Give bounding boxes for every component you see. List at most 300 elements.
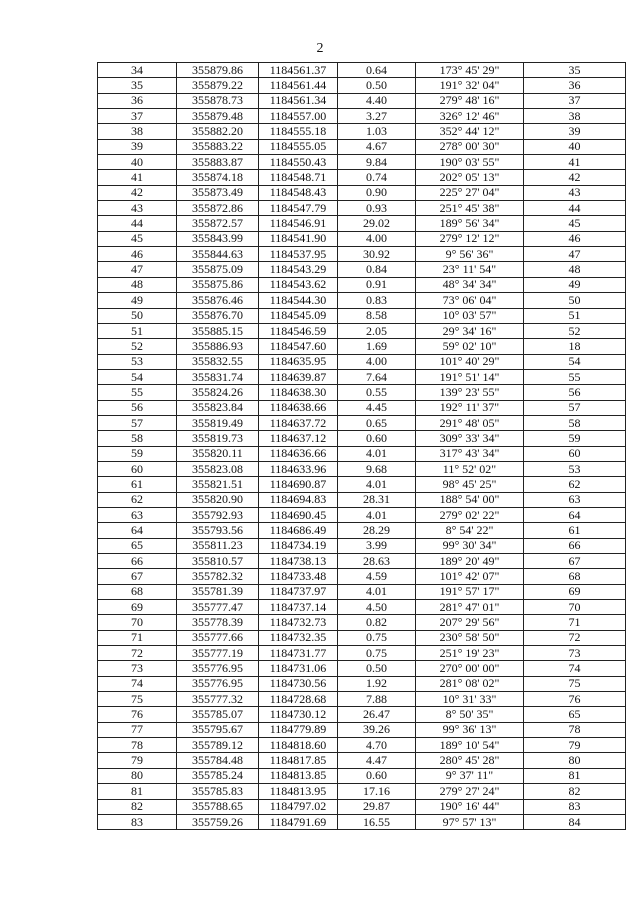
- distance-cell: 0.74: [338, 170, 416, 185]
- next-point-cell: 50: [524, 293, 626, 308]
- bearing-cell: 251° 45' 38": [416, 201, 524, 216]
- next-point-cell: 83: [524, 799, 626, 814]
- y-coordinate-cell: 1184548.43: [259, 185, 338, 200]
- coordinates-table-body: [98, 63, 626, 830]
- next-point-cell: 44: [524, 201, 626, 216]
- table-row: [98, 722, 626, 737]
- x-coordinate-cell: 355777.32: [177, 692, 259, 707]
- bearing-cell: 99° 36' 13": [416, 722, 524, 737]
- distance-cell: 0.60: [338, 768, 416, 783]
- x-coordinate-cell: 355879.86: [177, 63, 259, 78]
- bearing-cell: 207° 29' 56": [416, 615, 524, 630]
- table-row: [98, 323, 626, 338]
- y-coordinate-cell: 1184637.72: [259, 415, 338, 430]
- table-row: [98, 768, 626, 783]
- point-number-cell: 76: [98, 707, 177, 722]
- x-coordinate-cell: 355886.93: [177, 339, 259, 354]
- y-coordinate-cell: 1184686.49: [259, 523, 338, 538]
- point-number-cell: 71: [98, 630, 177, 645]
- distance-cell: 7.88: [338, 692, 416, 707]
- point-number-cell: 54: [98, 369, 177, 384]
- point-number-cell: 46: [98, 247, 177, 262]
- table-row: [98, 155, 626, 170]
- bearing-cell: 8° 54' 22": [416, 523, 524, 538]
- y-coordinate-cell: 1184546.91: [259, 216, 338, 231]
- y-coordinate-cell: 1184543.62: [259, 277, 338, 292]
- next-point-cell: 48: [524, 262, 626, 277]
- y-coordinate-cell: 1184635.95: [259, 354, 338, 369]
- distance-cell: 4.01: [338, 477, 416, 492]
- distance-cell: 0.91: [338, 277, 416, 292]
- bearing-cell: 309° 33' 34": [416, 431, 524, 446]
- table-row: [98, 554, 626, 569]
- next-point-cell: 60: [524, 446, 626, 461]
- point-number-cell: 48: [98, 277, 177, 292]
- next-point-cell: 52: [524, 323, 626, 338]
- distance-cell: 0.75: [338, 646, 416, 661]
- table-row: [98, 584, 626, 599]
- x-coordinate-cell: 355795.67: [177, 722, 259, 737]
- next-point-cell: 56: [524, 385, 626, 400]
- x-coordinate-cell: 355873.49: [177, 185, 259, 200]
- point-number-cell: 45: [98, 231, 177, 246]
- table-row: [98, 185, 626, 200]
- bearing-cell: 97° 57' 13": [416, 814, 524, 829]
- point-number-cell: 70: [98, 615, 177, 630]
- x-coordinate-cell: 355879.48: [177, 109, 259, 124]
- x-coordinate-cell: 355875.86: [177, 277, 259, 292]
- table-row: [98, 247, 626, 262]
- next-point-cell: 67: [524, 554, 626, 569]
- next-point-cell: 73: [524, 646, 626, 661]
- next-point-cell: 36: [524, 78, 626, 93]
- next-point-cell: 41: [524, 155, 626, 170]
- point-number-cell: 73: [98, 661, 177, 676]
- x-coordinate-cell: 355785.83: [177, 784, 259, 799]
- bearing-cell: 251° 19' 23": [416, 646, 524, 661]
- table-row: [98, 661, 626, 676]
- next-point-cell: 69: [524, 584, 626, 599]
- y-coordinate-cell: 1184541.90: [259, 231, 338, 246]
- point-number-cell: 61: [98, 477, 177, 492]
- bearing-cell: 189° 10' 54": [416, 738, 524, 753]
- x-coordinate-cell: 355876.46: [177, 293, 259, 308]
- y-coordinate-cell: 1184561.34: [259, 93, 338, 108]
- bearing-cell: 189° 20' 49": [416, 554, 524, 569]
- distance-cell: 0.90: [338, 185, 416, 200]
- point-number-cell: 36: [98, 93, 177, 108]
- table-row: [98, 231, 626, 246]
- bearing-cell: 279° 48' 16": [416, 93, 524, 108]
- table-row: [98, 692, 626, 707]
- distance-cell: 0.60: [338, 431, 416, 446]
- y-coordinate-cell: 1184694.83: [259, 492, 338, 507]
- next-point-cell: 53: [524, 461, 626, 476]
- x-coordinate-cell: 355785.24: [177, 768, 259, 783]
- point-number-cell: 67: [98, 569, 177, 584]
- table-row: [98, 78, 626, 93]
- x-coordinate-cell: 355876.70: [177, 308, 259, 323]
- y-coordinate-cell: 1184638.66: [259, 400, 338, 415]
- x-coordinate-cell: 355832.55: [177, 354, 259, 369]
- point-number-cell: 38: [98, 124, 177, 139]
- table-row: [98, 707, 626, 722]
- point-number-cell: 47: [98, 262, 177, 277]
- next-point-cell: 72: [524, 630, 626, 645]
- y-coordinate-cell: 1184638.30: [259, 385, 338, 400]
- y-coordinate-cell: 1184555.05: [259, 139, 338, 154]
- bearing-cell: 10° 03' 57": [416, 308, 524, 323]
- point-number-cell: 41: [98, 170, 177, 185]
- next-point-cell: 18: [524, 339, 626, 354]
- y-coordinate-cell: 1184813.95: [259, 784, 338, 799]
- y-coordinate-cell: 1184817.85: [259, 753, 338, 768]
- point-number-cell: 52: [98, 339, 177, 354]
- distance-cell: 0.50: [338, 78, 416, 93]
- point-number-cell: 75: [98, 692, 177, 707]
- bearing-cell: 189° 56' 34": [416, 216, 524, 231]
- next-point-cell: 39: [524, 124, 626, 139]
- next-point-cell: 84: [524, 814, 626, 829]
- point-number-cell: 42: [98, 185, 177, 200]
- table-row: [98, 738, 626, 753]
- bearing-cell: 279° 27' 24": [416, 784, 524, 799]
- bearing-cell: 29° 34' 16": [416, 323, 524, 338]
- x-coordinate-cell: 355844.63: [177, 247, 259, 262]
- point-number-cell: 40: [98, 155, 177, 170]
- y-coordinate-cell: 1184791.69: [259, 814, 338, 829]
- distance-cell: 0.83: [338, 293, 416, 308]
- point-number-cell: 57: [98, 415, 177, 430]
- x-coordinate-cell: 355811.23: [177, 538, 259, 553]
- page-number: 2: [316, 41, 324, 56]
- point-number-cell: 82: [98, 799, 177, 814]
- point-number-cell: 79: [98, 753, 177, 768]
- bearing-cell: 281° 08' 02": [416, 676, 524, 691]
- distance-cell: 0.93: [338, 201, 416, 216]
- y-coordinate-cell: 1184732.35: [259, 630, 338, 645]
- next-point-cell: 51: [524, 308, 626, 323]
- point-number-cell: 66: [98, 554, 177, 569]
- distance-cell: 4.47: [338, 753, 416, 768]
- distance-cell: 30.92: [338, 247, 416, 262]
- bearing-cell: 279° 12' 12": [416, 231, 524, 246]
- table-row: [98, 124, 626, 139]
- point-number-cell: 63: [98, 507, 177, 522]
- point-number-cell: 56: [98, 400, 177, 415]
- y-coordinate-cell: 1184732.73: [259, 615, 338, 630]
- next-point-cell: 79: [524, 738, 626, 753]
- y-coordinate-cell: 1184733.48: [259, 569, 338, 584]
- y-coordinate-cell: 1184547.79: [259, 201, 338, 216]
- point-number-cell: 77: [98, 722, 177, 737]
- point-number-cell: 62: [98, 492, 177, 507]
- y-coordinate-cell: 1184690.45: [259, 507, 338, 522]
- point-number-cell: 35: [98, 78, 177, 93]
- distance-cell: 4.01: [338, 446, 416, 461]
- x-coordinate-cell: 355782.32: [177, 569, 259, 584]
- table-row: [98, 216, 626, 231]
- next-point-cell: 81: [524, 768, 626, 783]
- next-point-cell: 82: [524, 784, 626, 799]
- x-coordinate-cell: 355781.39: [177, 584, 259, 599]
- next-point-cell: 45: [524, 216, 626, 231]
- bearing-cell: 230° 58' 50": [416, 630, 524, 645]
- x-coordinate-cell: 355824.26: [177, 385, 259, 400]
- distance-cell: 28.63: [338, 554, 416, 569]
- x-coordinate-cell: 355820.11: [177, 446, 259, 461]
- distance-cell: 4.45: [338, 400, 416, 415]
- y-coordinate-cell: 1184737.14: [259, 600, 338, 615]
- distance-cell: 4.00: [338, 231, 416, 246]
- next-point-cell: 38: [524, 109, 626, 124]
- point-number-cell: 74: [98, 676, 177, 691]
- distance-cell: 0.65: [338, 415, 416, 430]
- point-number-cell: 83: [98, 814, 177, 829]
- distance-cell: 4.01: [338, 507, 416, 522]
- next-point-cell: 54: [524, 354, 626, 369]
- point-number-cell: 44: [98, 216, 177, 231]
- y-coordinate-cell: 1184738.13: [259, 554, 338, 569]
- table-row: [98, 369, 626, 384]
- table-row: [98, 492, 626, 507]
- point-number-cell: 50: [98, 308, 177, 323]
- bearing-cell: 291° 48' 05": [416, 415, 524, 430]
- distance-cell: 26.47: [338, 707, 416, 722]
- x-coordinate-cell: 355874.18: [177, 170, 259, 185]
- x-coordinate-cell: 355789.12: [177, 738, 259, 753]
- table-row: [98, 507, 626, 522]
- bearing-cell: 101° 42' 07": [416, 569, 524, 584]
- point-number-cell: 72: [98, 646, 177, 661]
- table-row: [98, 415, 626, 430]
- y-coordinate-cell: 1184543.29: [259, 262, 338, 277]
- distance-cell: 0.84: [338, 262, 416, 277]
- table-row: [98, 676, 626, 691]
- next-point-cell: 76: [524, 692, 626, 707]
- next-point-cell: 55: [524, 369, 626, 384]
- table-row: [98, 753, 626, 768]
- y-coordinate-cell: 1184818.60: [259, 738, 338, 753]
- table-row: [98, 799, 626, 814]
- x-coordinate-cell: 355777.47: [177, 600, 259, 615]
- distance-cell: 39.26: [338, 722, 416, 737]
- x-coordinate-cell: 355776.95: [177, 661, 259, 676]
- bearing-cell: 192° 11' 37": [416, 400, 524, 415]
- x-coordinate-cell: 355819.73: [177, 431, 259, 446]
- y-coordinate-cell: 1184555.18: [259, 124, 338, 139]
- distance-cell: 16.55: [338, 814, 416, 829]
- distance-cell: 1.92: [338, 676, 416, 691]
- x-coordinate-cell: 355875.09: [177, 262, 259, 277]
- bearing-cell: 23° 11' 54": [416, 262, 524, 277]
- next-point-cell: 46: [524, 231, 626, 246]
- y-coordinate-cell: 1184544.30: [259, 293, 338, 308]
- bearing-cell: 326° 12' 46": [416, 109, 524, 124]
- y-coordinate-cell: 1184730.56: [259, 676, 338, 691]
- next-point-cell: 47: [524, 247, 626, 262]
- x-coordinate-cell: 355759.26: [177, 814, 259, 829]
- distance-cell: 9.68: [338, 461, 416, 476]
- distance-cell: 3.27: [338, 109, 416, 124]
- y-coordinate-cell: 1184550.43: [259, 155, 338, 170]
- bearing-cell: 317° 43' 34": [416, 446, 524, 461]
- point-number-cell: 51: [98, 323, 177, 338]
- point-number-cell: 49: [98, 293, 177, 308]
- x-coordinate-cell: 355872.86: [177, 201, 259, 216]
- y-coordinate-cell: 1184548.71: [259, 170, 338, 185]
- bearing-cell: 190° 03' 55": [416, 155, 524, 170]
- x-coordinate-cell: 355883.87: [177, 155, 259, 170]
- bearing-cell: 101° 40' 29": [416, 354, 524, 369]
- bearing-cell: 190° 16' 44": [416, 799, 524, 814]
- table-row: [98, 814, 626, 829]
- y-coordinate-cell: 1184797.02: [259, 799, 338, 814]
- x-coordinate-cell: 355821.51: [177, 477, 259, 492]
- distance-cell: 28.31: [338, 492, 416, 507]
- y-coordinate-cell: 1184690.87: [259, 477, 338, 492]
- bearing-cell: 139° 23' 55": [416, 385, 524, 400]
- bearing-cell: 173° 45' 29": [416, 63, 524, 78]
- next-point-cell: 75: [524, 676, 626, 691]
- y-coordinate-cell: 1184561.37: [259, 63, 338, 78]
- distance-cell: 4.67: [338, 139, 416, 154]
- x-coordinate-cell: 355819.49: [177, 415, 259, 430]
- next-point-cell: 70: [524, 600, 626, 615]
- distance-cell: 0.50: [338, 661, 416, 676]
- y-coordinate-cell: 1184633.96: [259, 461, 338, 476]
- distance-cell: 0.55: [338, 385, 416, 400]
- bearing-cell: 225° 27' 04": [416, 185, 524, 200]
- bearing-cell: 10° 31' 33": [416, 692, 524, 707]
- y-coordinate-cell: 1184547.60: [259, 339, 338, 354]
- bearing-cell: 352° 44' 12": [416, 124, 524, 139]
- next-point-cell: 57: [524, 400, 626, 415]
- y-coordinate-cell: 1184561.44: [259, 78, 338, 93]
- table-row: [98, 615, 626, 630]
- point-number-cell: 64: [98, 523, 177, 538]
- next-point-cell: 49: [524, 277, 626, 292]
- x-coordinate-cell: 355879.22: [177, 78, 259, 93]
- y-coordinate-cell: 1184813.85: [259, 768, 338, 783]
- y-coordinate-cell: 1184557.00: [259, 109, 338, 124]
- y-coordinate-cell: 1184728.68: [259, 692, 338, 707]
- table-row: [98, 293, 626, 308]
- bearing-cell: 191° 57' 17": [416, 584, 524, 599]
- distance-cell: 2.05: [338, 323, 416, 338]
- bearing-cell: 278° 00' 30": [416, 139, 524, 154]
- point-number-cell: 81: [98, 784, 177, 799]
- bearing-cell: 191° 32' 04": [416, 78, 524, 93]
- distance-cell: 17.16: [338, 784, 416, 799]
- table-row: [98, 446, 626, 461]
- bearing-cell: 280° 45' 28": [416, 753, 524, 768]
- next-point-cell: 71: [524, 615, 626, 630]
- point-number-cell: 58: [98, 431, 177, 446]
- table-row: [98, 109, 626, 124]
- table-row: [98, 63, 626, 78]
- y-coordinate-cell: 1184637.12: [259, 431, 338, 446]
- y-coordinate-cell: 1184639.87: [259, 369, 338, 384]
- table-row: [98, 431, 626, 446]
- point-number-cell: 39: [98, 139, 177, 154]
- table-row: [98, 385, 626, 400]
- distance-cell: 4.40: [338, 93, 416, 108]
- y-coordinate-cell: 1184537.95: [259, 247, 338, 262]
- table-row: [98, 201, 626, 216]
- point-number-cell: 43: [98, 201, 177, 216]
- table-row: [98, 354, 626, 369]
- y-coordinate-cell: 1184737.97: [259, 584, 338, 599]
- next-point-cell: 78: [524, 722, 626, 737]
- bearing-cell: 73° 06' 04": [416, 293, 524, 308]
- bearing-cell: 279° 02' 22": [416, 507, 524, 522]
- y-coordinate-cell: 1184734.19: [259, 538, 338, 553]
- distance-cell: 0.75: [338, 630, 416, 645]
- distance-cell: 28.29: [338, 523, 416, 538]
- table-row: [98, 308, 626, 323]
- bearing-cell: 9° 37' 11": [416, 768, 524, 783]
- point-number-cell: 68: [98, 584, 177, 599]
- next-point-cell: 63: [524, 492, 626, 507]
- next-point-cell: 58: [524, 415, 626, 430]
- distance-cell: 1.69: [338, 339, 416, 354]
- distance-cell: 4.01: [338, 584, 416, 599]
- distance-cell: 3.99: [338, 538, 416, 553]
- x-coordinate-cell: 355882.20: [177, 124, 259, 139]
- bearing-cell: 191° 51' 14": [416, 369, 524, 384]
- point-number-cell: 60: [98, 461, 177, 476]
- next-point-cell: 43: [524, 185, 626, 200]
- x-coordinate-cell: 355778.39: [177, 615, 259, 630]
- next-point-cell: 66: [524, 538, 626, 553]
- x-coordinate-cell: 355820.90: [177, 492, 259, 507]
- x-coordinate-cell: 355788.65: [177, 799, 259, 814]
- x-coordinate-cell: 355785.07: [177, 707, 259, 722]
- point-number-cell: 78: [98, 738, 177, 753]
- x-coordinate-cell: 355810.57: [177, 554, 259, 569]
- distance-cell: 29.02: [338, 216, 416, 231]
- next-point-cell: 40: [524, 139, 626, 154]
- next-point-cell: 37: [524, 93, 626, 108]
- x-coordinate-cell: 355883.22: [177, 139, 259, 154]
- table-row: [98, 646, 626, 661]
- distance-cell: 1.03: [338, 124, 416, 139]
- coordinates-table: [97, 62, 626, 830]
- table-row: [98, 93, 626, 108]
- bearing-cell: 11° 52' 02": [416, 461, 524, 476]
- table-row: [98, 538, 626, 553]
- next-point-cell: 64: [524, 507, 626, 522]
- table-row: [98, 262, 626, 277]
- x-coordinate-cell: 355843.99: [177, 231, 259, 246]
- table-row: [98, 277, 626, 292]
- distance-cell: 4.50: [338, 600, 416, 615]
- table-row: [98, 139, 626, 154]
- x-coordinate-cell: 355823.08: [177, 461, 259, 476]
- bearing-cell: 99° 30' 34": [416, 538, 524, 553]
- x-coordinate-cell: 355885.15: [177, 323, 259, 338]
- y-coordinate-cell: 1184731.06: [259, 661, 338, 676]
- x-coordinate-cell: 355831.74: [177, 369, 259, 384]
- next-point-cell: 80: [524, 753, 626, 768]
- table-row: [98, 784, 626, 799]
- table-row: [98, 569, 626, 584]
- y-coordinate-cell: 1184545.09: [259, 308, 338, 323]
- bearing-cell: 48° 34' 34": [416, 277, 524, 292]
- bearing-cell: 98° 45' 25": [416, 477, 524, 492]
- x-coordinate-cell: 355784.48: [177, 753, 259, 768]
